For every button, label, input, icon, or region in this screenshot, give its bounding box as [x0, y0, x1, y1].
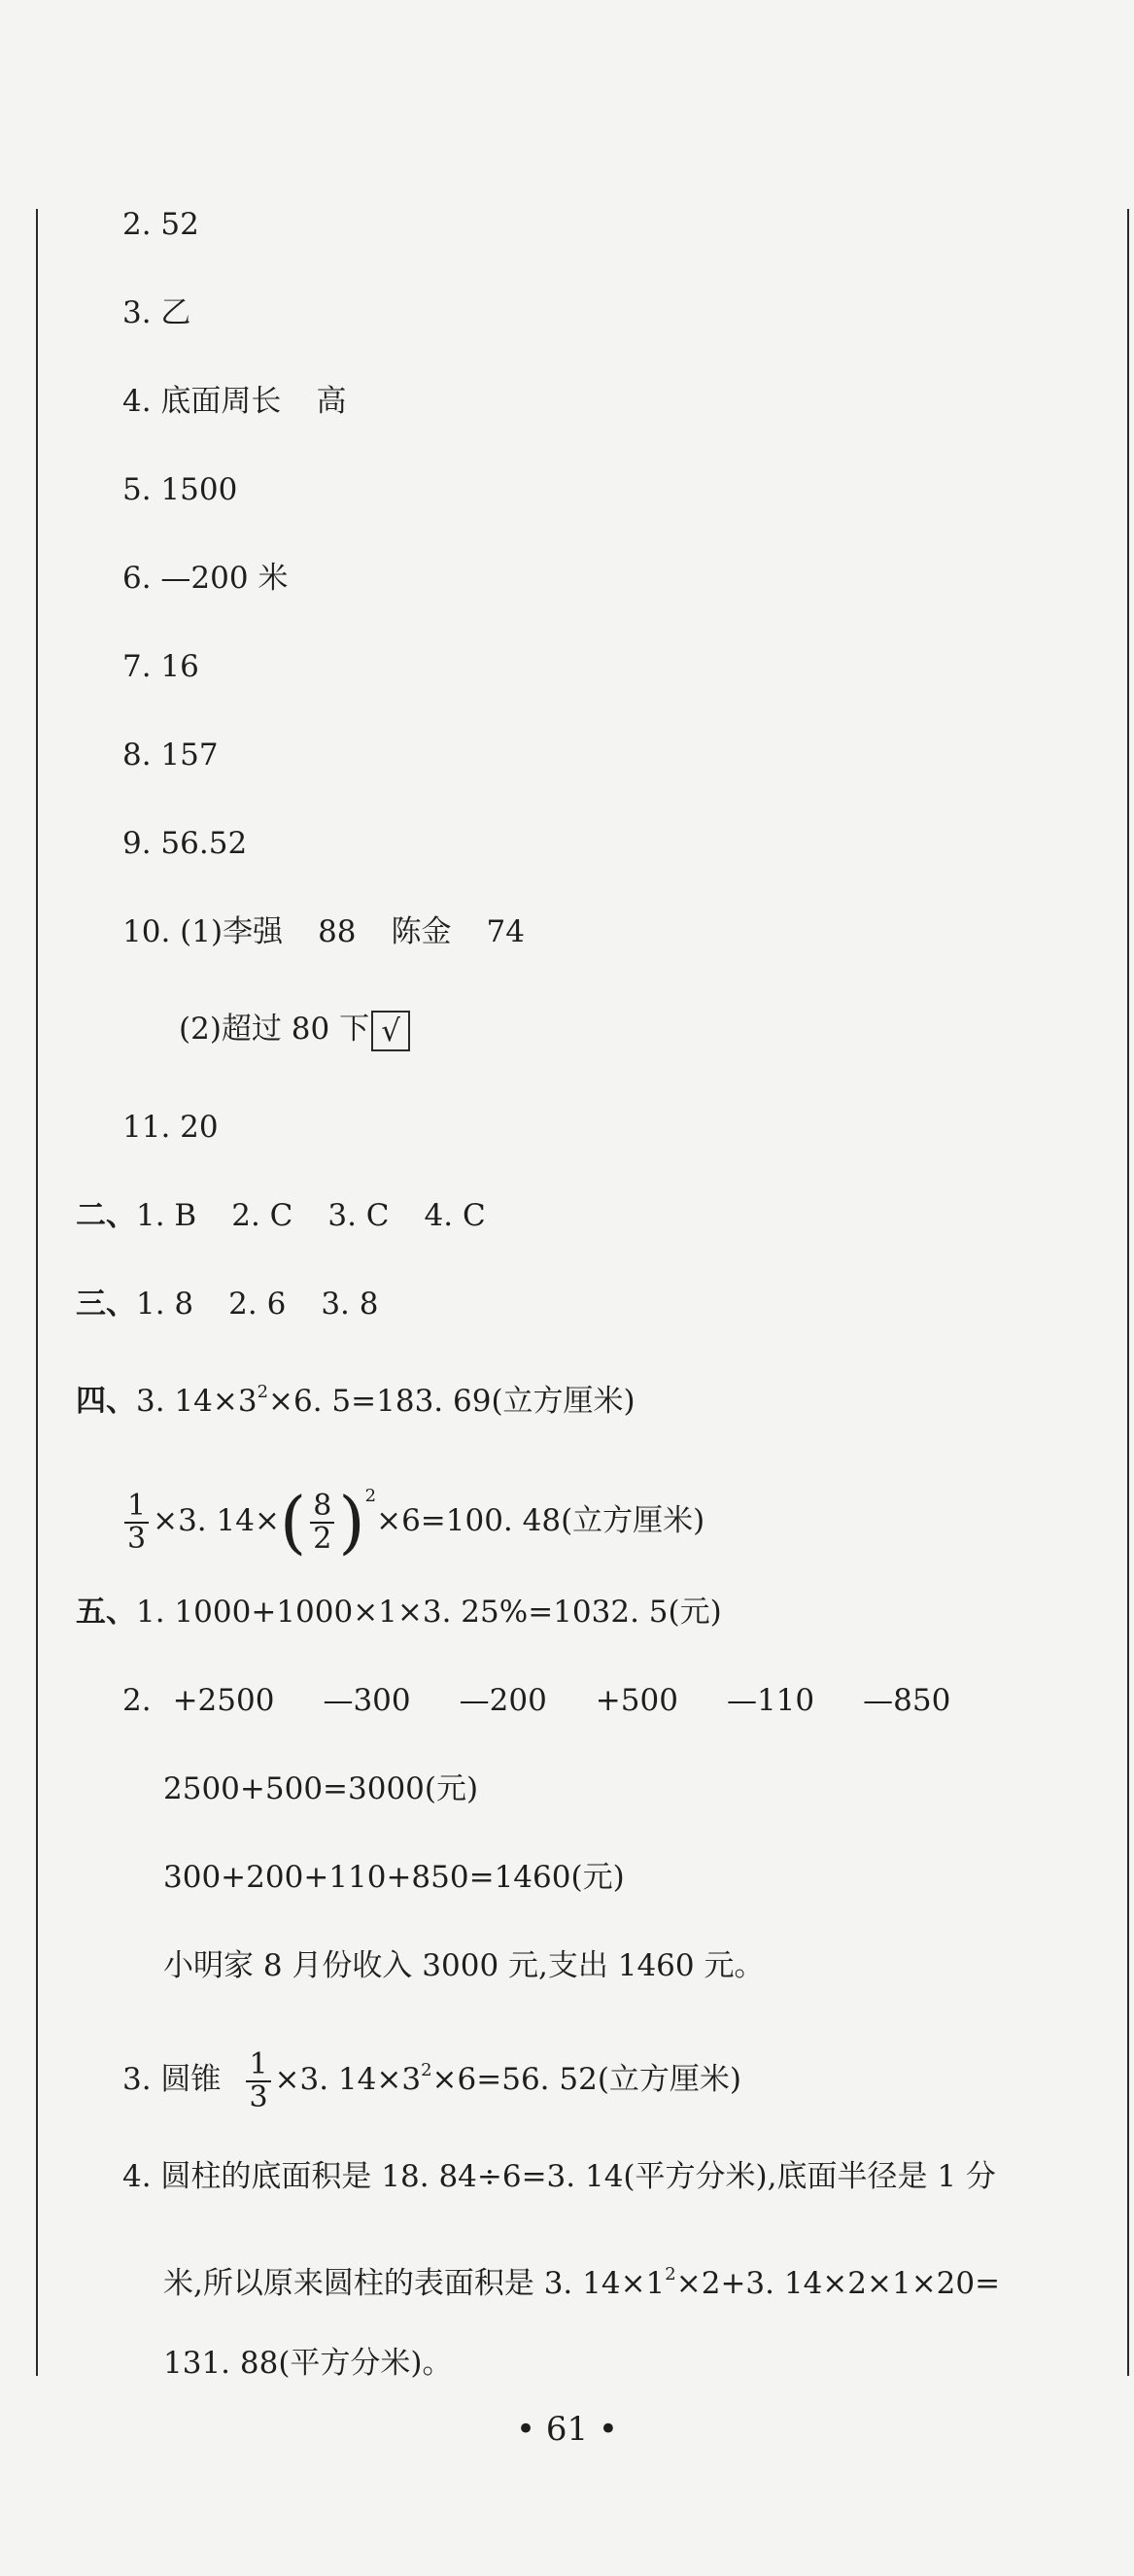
answer-5-3 — [122, 2032, 741, 2118]
answer-1-10-1-score-a: 88 — [318, 914, 357, 949]
answer-1-2: 2. 52 — [122, 207, 199, 242]
answer-1-3: 3. 乙 — [122, 295, 191, 330]
answer-1-9: 9. 56.52 — [122, 826, 248, 861]
fraction-numerator: 1 — [124, 1491, 149, 1524]
answer-1-4-part-b: 高 — [316, 384, 347, 419]
section-4-line-2-b: ×6=100. 48(立方厘米) — [376, 1503, 705, 1538]
answer-3-2: 2. 6 — [228, 1287, 287, 1322]
answer-1-10-1-score-b: 74 — [486, 914, 525, 949]
answer-5-4-exponent: 2 — [665, 2264, 676, 2284]
value-4: +500 — [595, 1683, 678, 1718]
section-4-line-1-a: 3. 14×3 — [136, 1384, 258, 1419]
answer-5-2-line-4: 小明家 8 月份收入 3000 元,支出 1460 元。 — [163, 1948, 765, 1983]
answer-2-1: 1. B — [136, 1198, 197, 1233]
answer-5-3-a: ×3. 14×3 — [274, 2062, 422, 2097]
answer-1-4 — [122, 380, 346, 423]
paren-close: ) — [338, 1482, 365, 1563]
answer-5-4-line-3: 131. 88(平方分米)。 — [163, 2346, 453, 2381]
answer-2-3: 3. C — [327, 1198, 390, 1233]
section-3-answers — [76, 1283, 378, 1325]
fraction-one-third — [246, 2046, 270, 2114]
page-number: • 61 • — [516, 2410, 618, 2449]
answer-3-1: 1. 8 — [136, 1287, 194, 1322]
answer-5-1: 1. 1000+1000×1×3. 25%=1032. 5(元) — [136, 1595, 722, 1630]
section-4-line-2-exponent: 2 — [364, 1486, 377, 1506]
answer-1-10-1-label: 10. (1)李强 — [122, 914, 284, 949]
answer-5-2-values — [122, 1679, 950, 1722]
answer-1-6: 6. —200 米 — [122, 561, 289, 596]
value-5: —110 — [726, 1683, 815, 1718]
section-4-line-2 — [120, 1458, 705, 1563]
fraction-denominator: 3 — [127, 1521, 147, 1556]
value-3: —200 — [459, 1683, 547, 1718]
section-4-line-1-exponent: 2 — [257, 1382, 269, 1402]
answer-5-4-line-1: 4. 圆柱的底面积是 18. 84÷6=3. 14(平方分米),底面半径是 1 分 — [122, 2159, 996, 2194]
answer-5-2-line-2: 2500+500=3000(元) — [163, 1771, 479, 1806]
value-2: —300 — [323, 1683, 411, 1718]
fraction-denominator: 3 — [249, 2079, 268, 2114]
answer-5-2-line-3: 300+200+110+850=1460(元) — [163, 1860, 625, 1895]
answer-5-4-line-2-b: ×2+3. 14×2×1×20= — [675, 2266, 1001, 2301]
answer-1-4-part-a: 4. 底面周长 — [122, 384, 282, 419]
fraction-denominator: 2 — [313, 1521, 332, 1556]
section-4-line-1-b: ×6. 5=183. 69(立方厘米) — [268, 1384, 636, 1419]
check-mark-icon: √ — [371, 1011, 410, 1051]
answer-5-4-line-2 — [163, 2253, 1000, 2305]
answer-5-3-b: ×6=56. 52(立方厘米) — [431, 2062, 742, 2097]
answer-1-10-2 — [179, 1008, 410, 1051]
section-5-line-1 — [76, 1591, 722, 1633]
fraction-numerator: 8 — [310, 1491, 334, 1524]
answer-2-2: 2. C — [231, 1198, 293, 1233]
value-6: —850 — [863, 1683, 951, 1718]
section-4-heading: 四、 — [76, 1384, 136, 1419]
section-4-line-2-a: ×3. 14× — [153, 1503, 280, 1538]
answer-1-8: 8. 157 — [122, 738, 219, 773]
answer-1-10-1 — [122, 910, 525, 953]
section-2-answers — [76, 1194, 486, 1237]
right-margin-rule — [1127, 209, 1129, 2376]
answer-1-10-1-name-b: 陈金 — [391, 914, 452, 949]
section-3-heading: 三、 — [76, 1287, 136, 1322]
answer-3-3: 3. 8 — [321, 1287, 379, 1322]
answer-5-3-exponent: 2 — [421, 2060, 432, 2080]
answer-5-3-label: 3. 圆锥 — [122, 2062, 222, 2097]
fraction-eight-halves — [310, 1488, 334, 1556]
answer-1-10-2-text: (2)超过 80 下 — [179, 1012, 370, 1047]
section-4-line-1 — [76, 1371, 636, 1423]
value-1: +2500 — [172, 1683, 275, 1718]
paren-open: ( — [279, 1482, 307, 1563]
section-2-heading: 二、 — [76, 1198, 136, 1233]
answer-5-4-line-2-a: 米,所以原来圆柱的表面积是 3. 14×1 — [163, 2266, 666, 2301]
answer-1-11: 11. 20 — [122, 1110, 219, 1145]
section-5-heading: 五、 — [76, 1595, 136, 1630]
fraction-numerator: 1 — [246, 2049, 270, 2082]
answer-2-4: 4. C — [424, 1198, 486, 1233]
answer-1-5: 5. 1500 — [122, 472, 238, 507]
answer-1-7: 7. 16 — [122, 649, 199, 684]
left-margin-rule — [36, 209, 38, 2376]
answer-5-2-label: 2. — [122, 1683, 152, 1718]
fraction-one-third — [124, 1488, 149, 1556]
